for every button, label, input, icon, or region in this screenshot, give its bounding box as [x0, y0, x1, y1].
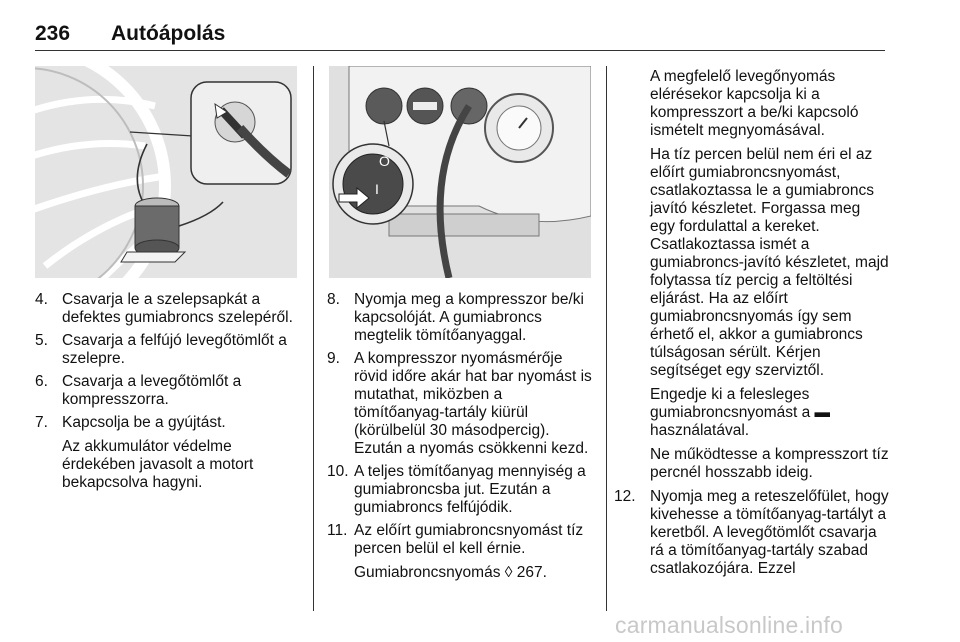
item-number: 7. [35, 414, 48, 431]
figure-compressor-to-valve [35, 66, 297, 278]
list-item [327, 350, 595, 458]
column-divider-2 [606, 66, 607, 611]
item-number: 8. [327, 291, 340, 308]
item-subtext: Az akkumulátor védelme érdekében javasolt a motort bekapcsolva hagyni. [62, 438, 254, 491]
item-number: 4. [35, 291, 48, 308]
item-text: Csavarja le a szelepsapkát a defektes gumiabroncs szelepéről. [62, 291, 293, 326]
item-text: Nyomja meg a reteszelőfület, hogy kivehesse a tömítőanyag-tartályt a keretből. A levegőtömlőt csavarja rá a tömítőanyag-tartály szabad csatlakozójára. Ezzel [650, 488, 889, 577]
item-subtext-crossref[interactable]: Gumiabroncsnyomás ◊ 267. [354, 564, 547, 581]
item-number: 9. [327, 350, 340, 367]
figure-compressor-switch [329, 66, 591, 278]
item-text: A teljes tömítőanyag mennyiség a gumiabroncsba jut. Ezután a gumiabroncs felfújódik. [354, 463, 586, 516]
item-text: A kompresszor nyomásmérője rövid időre akár hat bar nyomást is mutathat, miközben a tömítőanyag-tartály kiürül (körülbelül 30 másodpercig). Ezután a nyomás csökkenni kezd. [354, 350, 592, 457]
list-item [35, 373, 305, 409]
paragraph: Engedje ki a felesleges gumiabroncsnyomást a ▬ használatával. [650, 386, 831, 439]
illustration-compressor-panel [329, 66, 591, 278]
item-number: 5. [35, 332, 48, 349]
continued-text [614, 68, 889, 482]
item-number: 10. [327, 463, 349, 480]
column-2 [327, 291, 595, 587]
list-item [327, 291, 595, 345]
page-header [35, 22, 885, 51]
valve-closeup-inset [191, 82, 291, 184]
list-item [327, 463, 595, 517]
item-number: 6. [35, 373, 48, 390]
list-item [35, 414, 305, 492]
item-text: Kapcsolja be a gyújtást. [62, 414, 226, 431]
paragraph: Ha tíz percen belül nem éri el az előírt gumiabroncsnyomást, csatlakoztassa le a gumiabroncs javító készletet. Forgassa meg egy fordulattal a kereket. Csatlakoztassa ismét a gumiabroncs-javító készletet, majd folytassa tíz percig a feltöltési eljárást. Ha az előírt gumiabroncsnyomás így sem érhető el, akkor a gumiabroncs túlságosan sérült. Kérjen segítséget egy szerviztől. [650, 146, 889, 379]
item-text: Az előírt gumiabroncsnyomást tíz percen belül el kell érnie. [354, 522, 584, 557]
section-title: Autóápolás [111, 22, 226, 45]
illustration-tire-compressor [35, 66, 297, 278]
item-number: 11. [327, 522, 348, 539]
list-item [35, 332, 305, 368]
column-1 [35, 291, 305, 497]
item-text: Csavarja a levegőtömlőt a kompresszorra. [62, 373, 242, 408]
item-number: 12. [614, 488, 636, 505]
column-divider-1 [313, 66, 314, 611]
watermark: carmanualsonline.info [615, 612, 843, 638]
column-3 [614, 68, 889, 583]
page-number: 236 [35, 22, 71, 45]
switch-label-off: O [379, 153, 390, 169]
item-text: Nyomja meg a kompresszor be/ki kapcsolóját. A gumiabroncs megtelik tömítőanyaggal. [354, 291, 584, 344]
list-item [35, 291, 305, 327]
paragraph: A megfelelő levegőnyomás elérésekor kapcsolja ki a kompresszort a be/ki kapcsoló ismételt megnyomásával. [650, 68, 859, 139]
list-item [614, 488, 889, 578]
list-item [327, 522, 595, 582]
paragraph: Ne működtesse a kompresszort tíz percnél hosszabb ideig. [650, 446, 889, 481]
item-text: Csavarja a felfújó levegőtömlőt a szelepre. [62, 332, 287, 367]
switch-label-on: I [375, 181, 379, 197]
